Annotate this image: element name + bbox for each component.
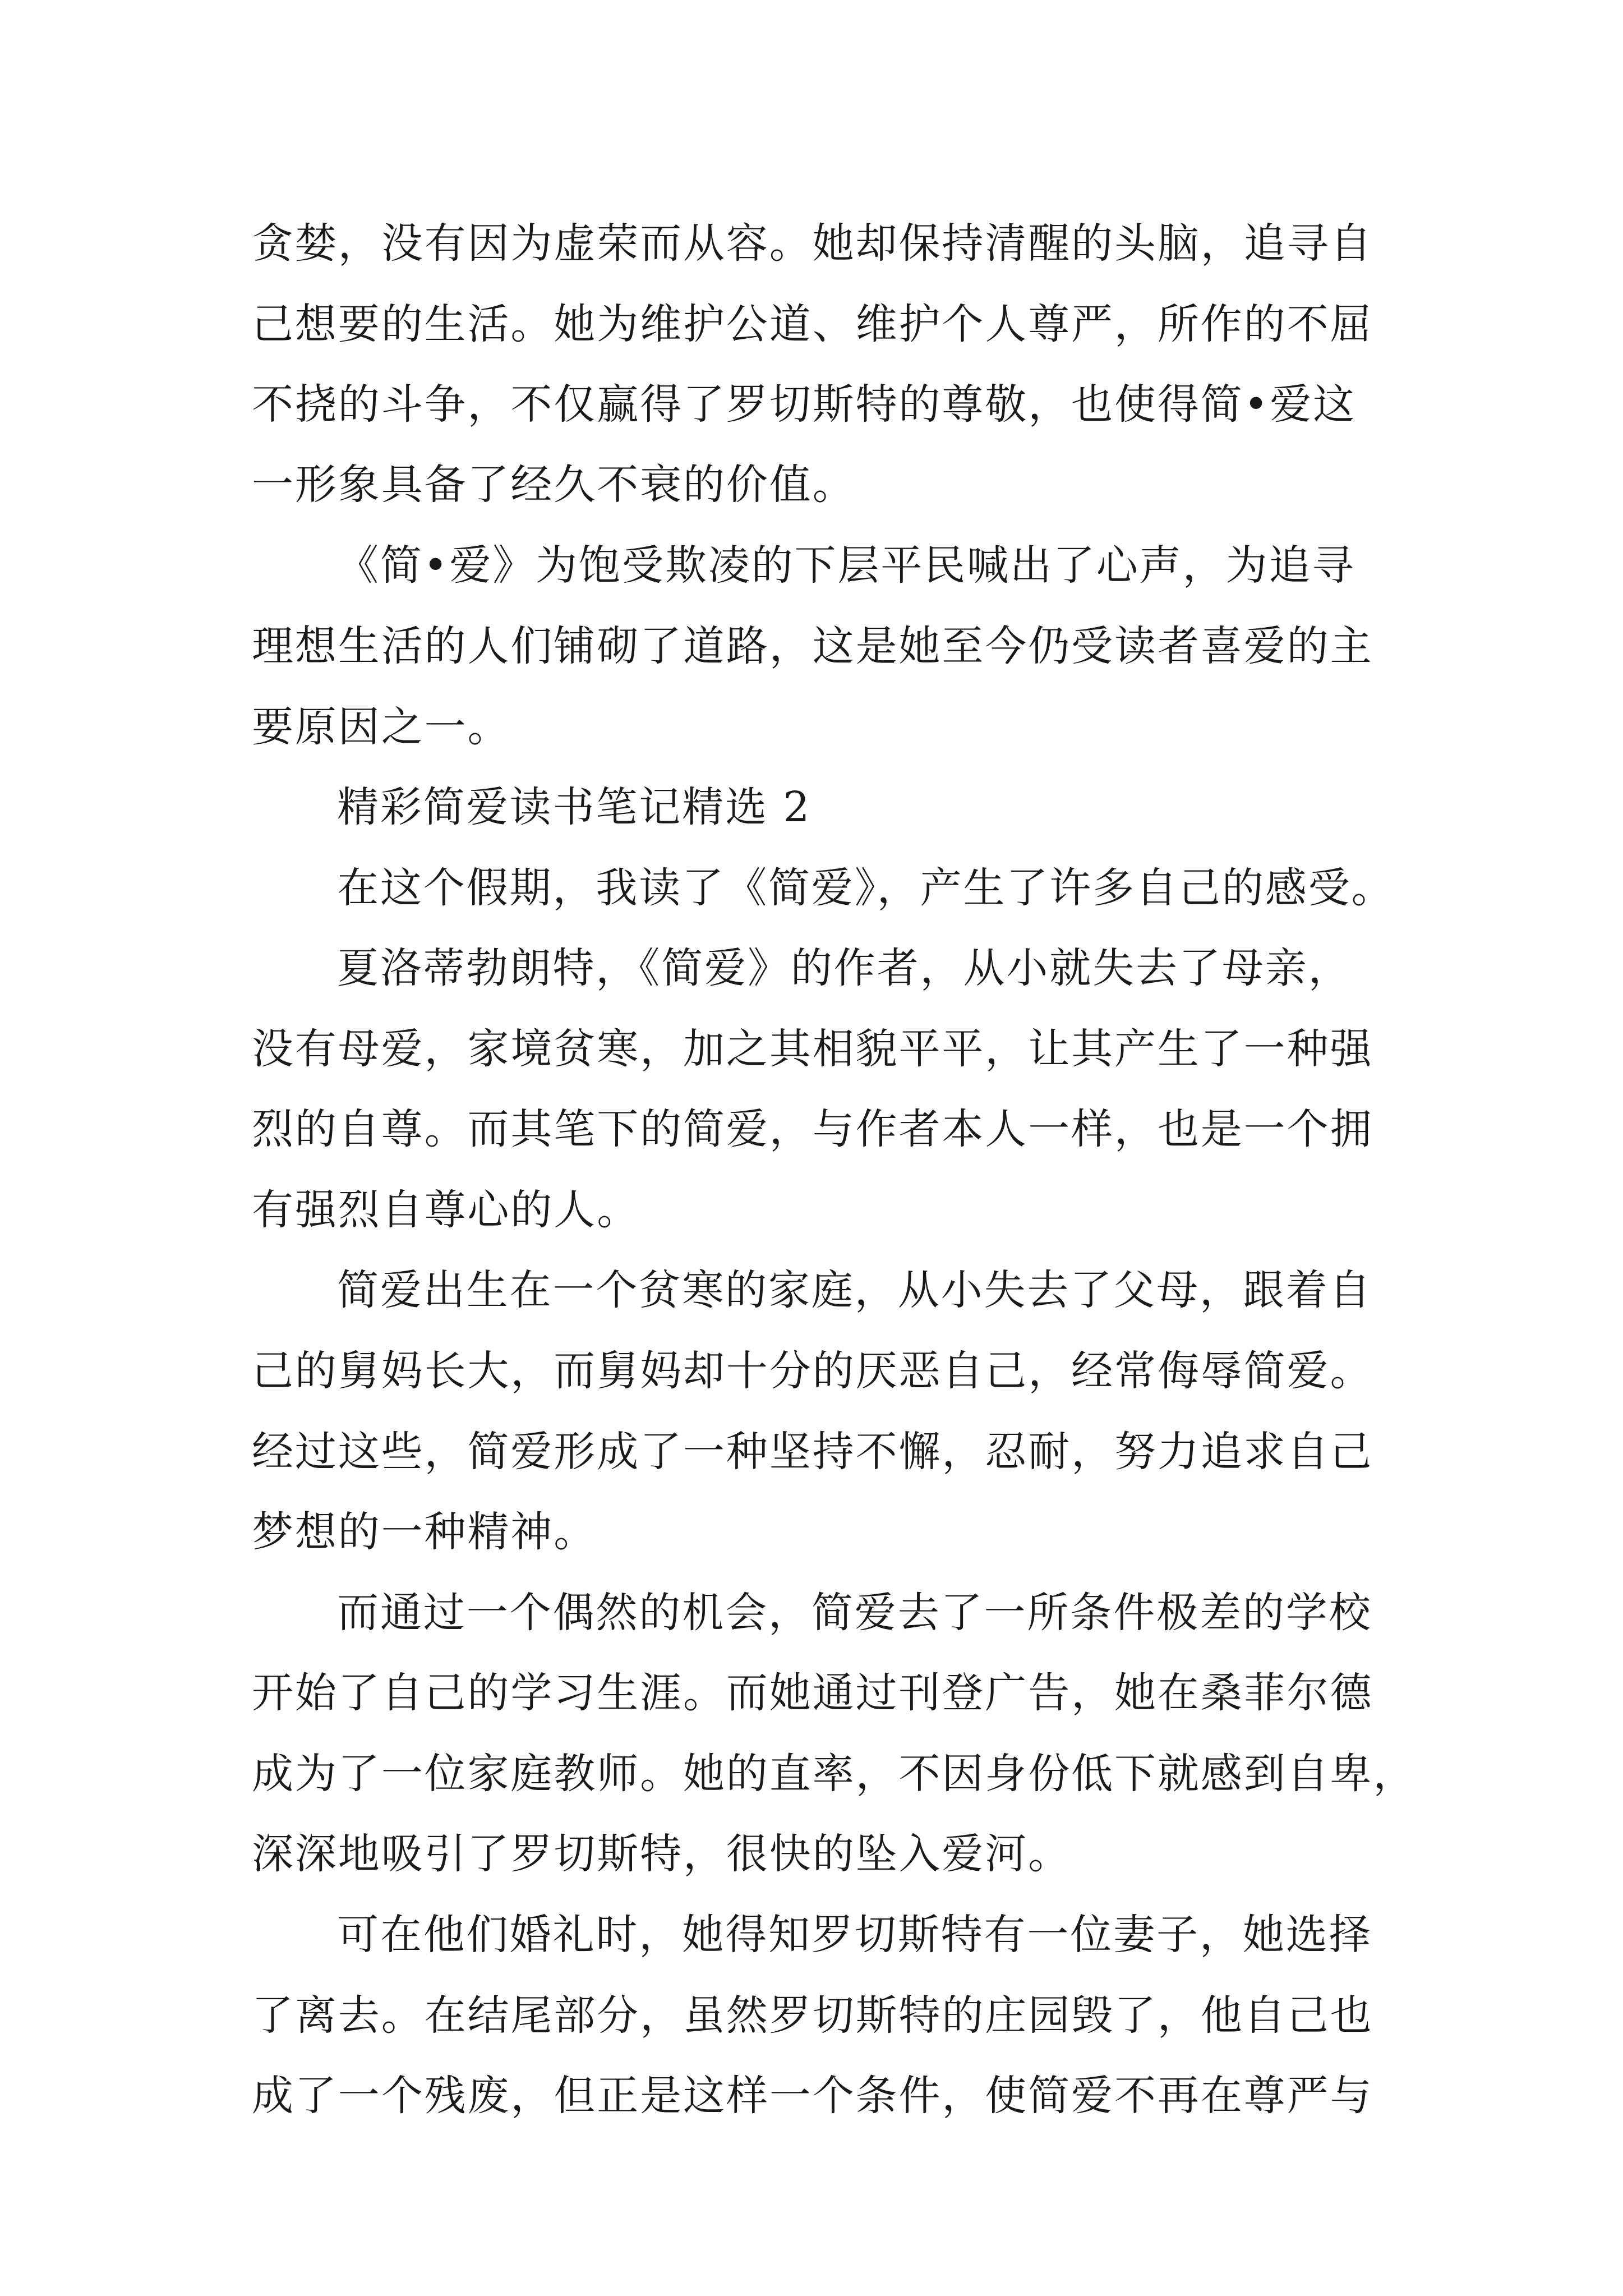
paragraph-first-line: 可在他们婚礼时，她得知罗切斯特有一位妻子，她选择 bbox=[337, 1911, 1372, 1959]
text-line: 成为了一位家庭教师。她的直率，不因身份低下就感到自卑， bbox=[252, 1750, 1417, 1798]
text-line: 要原因之一。 bbox=[252, 703, 511, 751]
section-heading: 精彩简爱读书笔记精选 2 bbox=[337, 783, 811, 831]
paragraph-first-line: 在这个假期，我读了《简爱》，产生了许多自己的感受。 bbox=[337, 864, 1395, 912]
text-line: 贪婪，没有因为虚荣而从容。她却保持清醒的头脑，追寻自 bbox=[252, 219, 1373, 268]
paragraph-first-line: 夏洛蒂勃朗特，《简爱》的作者，从小就失去了母亲， bbox=[337, 944, 1352, 992]
text-line: 己想要的生活。她为维护公道、维护个人尊严，所作的不屈 bbox=[252, 300, 1373, 348]
text-line: 经过这些，简爱形成了一种坚持不懈，忍耐，努力追求自己 bbox=[252, 1428, 1373, 1476]
paragraph-first-line: 《简•爱》为饱受欺凌的下层平民喊出了心声，为追寻 bbox=[337, 541, 1355, 590]
text-line: 不挠的斗争，不仅赢得了罗切斯特的尊敬，也使得简•爱这 bbox=[252, 380, 1357, 429]
text-line: 开始了自己的学习生涯。而她通过刊登广告，她在桑菲尔德 bbox=[252, 1669, 1373, 1717]
text-line: 梦想的一种精神。 bbox=[252, 1508, 597, 1556]
text-line: 己的舅妈长大，而舅妈却十分的厌恶自己，经常侮辱简爱。 bbox=[252, 1347, 1373, 1395]
paragraph-first-line: 简爱出生在一个贫寒的家庭，从小失去了父母，跟着自 bbox=[337, 1266, 1372, 1314]
text-line: 一形象具备了经久不衰的价值。 bbox=[252, 461, 856, 509]
text-line: 成了一个残废，但正是这样一个条件，使简爱不再在尊严与 bbox=[252, 2072, 1373, 2120]
paragraph-first-line: 而通过一个偶然的机会，简爱去了一所条件极差的学校 bbox=[337, 1589, 1372, 1637]
text-line: 有强烈自尊心的人。 bbox=[252, 1186, 640, 1234]
text-line: 了离去。在结尾部分，虽然罗切斯特的庄园毁了，他自己也 bbox=[252, 1991, 1373, 2040]
text-line: 没有母爱，家境贫寒，加之其相貌平平，让其产生了一种强 bbox=[252, 1025, 1373, 1073]
text-line: 深深地吸引了罗切斯特，很快的坠入爱河。 bbox=[252, 1830, 1072, 1878]
text-line: 理想生活的人们铺砌了道路，这是她至今仍受读者喜爱的主 bbox=[252, 622, 1373, 670]
text-line: 烈的自尊。而其笔下的简爱，与作者本人一样，也是一个拥 bbox=[252, 1105, 1373, 1153]
